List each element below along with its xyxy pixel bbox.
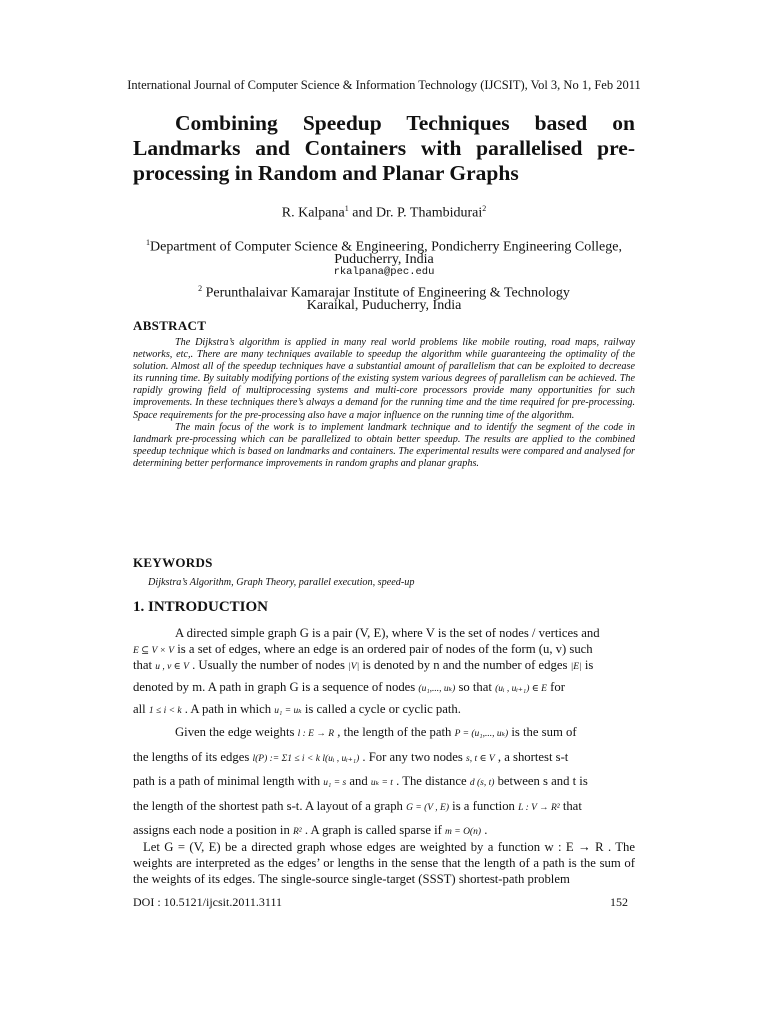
math-expr: m = O(n) [445, 827, 482, 837]
text-run: . For any two nodes [359, 750, 467, 764]
text-run: is a set of edges, where an edge is an ordered pair of nodes of the form (u, v) such [174, 642, 593, 656]
text-run: the length of the shortest path s-t. A layout of a graph [133, 799, 407, 813]
text-run: is denoted by n and the number of edges [359, 658, 571, 672]
math-expr: d (s, t) [469, 778, 495, 788]
keywords-text: Dijkstra’s Algorithm, Graph Theory, parallel execution, speed-up [148, 577, 415, 588]
math-expr: L : V → R² [518, 803, 560, 813]
text-run: between s and t is [494, 774, 588, 788]
footer-doi: DOI : 10.5121/ijcsit.2011.3111 [133, 895, 282, 909]
email-address: rkalpana@pec.edu [333, 266, 435, 278]
intro-line-2 [133, 642, 635, 657]
math-expr: uₖ = t [370, 778, 393, 788]
author-line [0, 204, 768, 222]
text-run: so that [455, 680, 496, 694]
author-1-sup: 1 [344, 204, 349, 213]
introduction-heading: 1. INTRODUCTION [133, 599, 269, 615]
math-expr: s, t ∈ V [466, 754, 495, 764]
intro-line-9 [133, 799, 635, 814]
math-expr: E ⊆ V × V [133, 646, 175, 656]
text-run: is called a cycle or cyclic path. [301, 702, 461, 716]
intro-line-10 [133, 823, 635, 838]
math-expr: l(P) := Σ1 ≤ i < k l(uᵢ , uᵢ₊₁) [252, 754, 360, 764]
text-run: and [346, 774, 371, 788]
intro-line-6 [133, 725, 635, 740]
affiliation-2-line-2: Karaikal, Puducherry, India [306, 298, 462, 313]
abstract-paragraph-1: The Dijkstra’s algorithm is applied in many real world problems like mobile routing, road maps, railway networks, etc,. There are many techniques available to speedup the algorithm while guaranteeing the optimality of the solution. Almost all of the speedup techniques have a substantial amount of parallelism that can be exploited to decrease its running time. By suitably modifying portions of the existing system various degrees of parallelism can be achieved. The rapidly growing field of multiprocessing systems and multi-core processors provide many opportunities for such improvements. In these techniques there’s always a demand for the running time and the time required for pre-processing. Space requirements for the pre-processing also have a major influence on the running time of the algorithm. [133, 337, 635, 421]
math-expr: |V| [348, 662, 360, 672]
math-expr: G = (V , E) [406, 803, 449, 813]
author-2-sup: 2 [482, 204, 487, 213]
text-run: the lengths of its edges [133, 750, 253, 764]
text-run: for [546, 680, 565, 694]
intro-line-5 [133, 702, 635, 717]
intro-line-1: A directed simple graph G is a pair (V, E), where V is the set of nodes / vertices and [175, 626, 600, 640]
affiliation-1-line-2: Puducherry, India [334, 252, 434, 267]
math-expr: (u₁,..., uₖ) [418, 684, 456, 694]
math-expr: u₁ = s [323, 778, 347, 788]
math-expr: |E| [570, 662, 582, 672]
author-1: R. Kalpana [281, 205, 345, 221]
text-run: Given the edge weights [175, 725, 298, 739]
abstract-body [133, 337, 635, 470]
affiliation-2-sup: 2 [198, 284, 203, 293]
text-run: is a function [449, 799, 519, 813]
affiliation-1-sup: 1 [146, 238, 150, 247]
journal-header: International Journal of Computer Science & Information Technology (IJCSIT), Vol 3, No 1, Feb 2011 [127, 78, 641, 92]
abstract-paragraph-2: The main focus of the work is to implement landmark technique and to identify the segment of the code in landmark pre-processing which can be parallelized to obtain better speedup. The results are applied to the combined speedup technique which is based on landmarks and containers. The experimental results were compared and analysed for determining better performance improvements in random graphs and planar graphs. [133, 421, 635, 469]
text-run: assigns each node a position in [133, 823, 293, 837]
math-expr: l : E → R [297, 729, 335, 739]
text-run: is the sum of [508, 725, 577, 739]
text-run: . The distance [392, 774, 470, 788]
text-run: . Usually the number of nodes [188, 658, 349, 672]
intro-paragraph-2: Let G = (V, E) be a directed graph whose edges are weighted by a function w : E → R . The weights are interpreted as the edges’ or lengths in the sense that the length of a path is the sum of the weights of its edges. The single-source single-target (SSST) shortest-path problem [133, 840, 635, 886]
page-number: 152 [610, 895, 628, 909]
intro-line-7 [133, 750, 635, 765]
text-run: . A graph is called sparse if [301, 823, 446, 837]
author-2: and Dr. P. Thambidurai [348, 205, 483, 221]
text-run: , the length of the path [334, 725, 455, 739]
math-expr: u , v ∈ V [155, 662, 189, 672]
text-run: . [481, 823, 488, 837]
math-expr: P = (u₁,..., uₖ) [454, 729, 509, 739]
intro-line-8 [133, 774, 635, 789]
affiliation-2-text: Perunthalaivar Kamarajar Institute of Engineering & Technology [202, 285, 570, 301]
intro-line-3 [133, 658, 635, 673]
text-run: denoted by m. A path in graph G is a sequence of nodes [133, 680, 419, 694]
math-expr: 1 ≤ i < k [148, 706, 182, 716]
text-run: is [581, 658, 594, 672]
affiliation-1-text: Department of Computer Science & Engineering, Pondicherry Engineering College, [150, 239, 622, 255]
math-expr: (uᵢ , uᵢ₊₁) ∈ E [495, 684, 547, 694]
math-expr: u₁ = uₖ [274, 706, 302, 716]
math-expr: R² [292, 827, 302, 837]
text-run: that [133, 658, 156, 672]
text-run: . A path in which [181, 702, 275, 716]
abstract-heading: ABSTRACT [133, 318, 207, 333]
text-run: all [133, 702, 149, 716]
keywords-heading: KEYWORDS [133, 555, 213, 570]
text-run: , a shortest s-t [494, 750, 569, 764]
text-run: that [559, 799, 582, 813]
text-run: path is a path of minimal length with [133, 774, 324, 788]
intro-line-4 [133, 680, 635, 695]
paper-title: Combining Speedup Techniques based on Landmarks and Containers with parallelised pre-processing in Random and Planar Graphs [133, 111, 635, 185]
